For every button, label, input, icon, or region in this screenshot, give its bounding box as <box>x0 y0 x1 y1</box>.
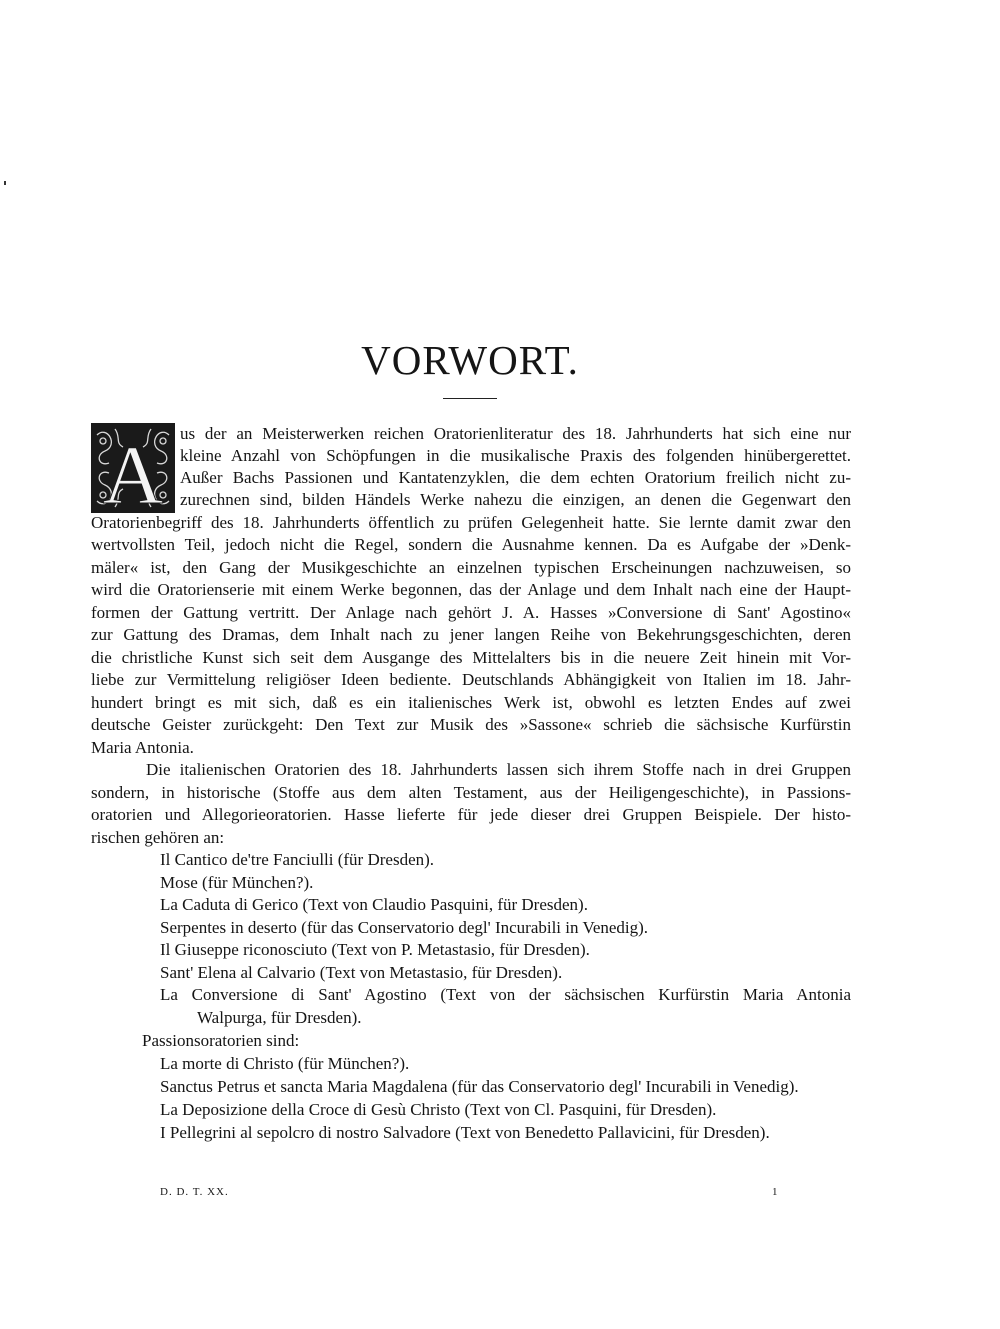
text-line: die christliche Kunst sich seit dem Ausgange des Mittelalters bis in die neuere Zeit hinein mit Vor- <box>91 648 851 667</box>
ornamental-initial-a <box>91 423 175 513</box>
list-item: Sanctus Petrus et sancta Maria Magdalena (für das Conservatorio degl' Incurabili in Venedig). <box>160 1077 799 1096</box>
text-line: Oratorienbegriff des 18. Jahrhunderts öffentlich zu prüfen Gelegenheit hatte. Sie lernte damit zwar den <box>91 513 851 532</box>
list-item: Il Giuseppe riconosciuto (Text von P. Metastasio, für Dresden). <box>160 940 590 959</box>
text-line: Maria Antonia. <box>91 738 194 757</box>
text-line: deutsche Geister zurückgeht: Den Text zur Musik des »Sassone« schrieb die sächsische Kurfürstin <box>91 715 851 734</box>
page-number: 1 <box>772 1186 778 1198</box>
drop-cap-letter: A <box>102 429 164 513</box>
text-line: mäler« ist, den Gang der Musikgeschichte an einzelnen typischen Erscheinungen nachzuweisen, so <box>91 558 851 577</box>
text-line: sondern, in historische (Stoffe aus dem alten Testament, aus der Heiligengeschichte), in Passions- <box>91 783 851 802</box>
text-line: rischen gehören an: <box>91 828 225 847</box>
list-item: La Conversione di Sant' Agostino (Text von der sächsischen Kurfürstin Maria Antonia <box>160 985 851 1004</box>
text-line: hundert bringt es mit sich, daß es ein italienisches Werk ist, obwohl es letzten Endes auf zwei <box>91 693 851 712</box>
text-line: oratorien und Allegorieoratorien. Hasse lieferte für jede dieser drei Gruppen Beispiele. Der histo- <box>91 805 851 824</box>
text-line: liebe zur Vermittelung religiöser Ideen bediente. Deutschlands Abhängigkeit von Italien im 18. Jahr- <box>91 670 851 689</box>
list-item: Mose (für München?). <box>160 873 314 892</box>
text-line: wird die Oratorienserie mit einem Werke begonnen, das der Anlage und dem Inhalt nach eine der Haupt- <box>91 580 851 599</box>
text-line: us der an Meisterwerken reichen Oratorienliteratur des 18. Jahrhunderts hat sich eine nur <box>180 424 851 443</box>
list-item: La Caduta di Gerico (Text von Claudio Pasquini, für Dresden). <box>160 895 588 914</box>
list-item: La morte di Christo (für München?). <box>160 1054 410 1073</box>
text-line: formen der Gattung vertritt. Der Anlage nach gehört J. A. Hasses »Conversione di Sant' Agostino« <box>91 603 851 622</box>
ornament-drawing <box>91 423 175 513</box>
signature-mark: D. D. T. XX. <box>160 1186 229 1198</box>
text-line: wertvollsten Teil, jedoch nicht die Regel, sondern die Ausnahme kennen. Da es Aufgabe der »Denk- <box>91 535 851 554</box>
text-line: zurechnen sind, bilden Händels Werke nahezu die einzigen, an denen die Gegenwart den <box>180 490 851 509</box>
text-line: Außer Bachs Passionen und Kantatenzyklen, die dem echten Oratorium freilich nicht zu- <box>180 468 851 487</box>
list-item-continuation: Walpurga, für Dresden). <box>197 1008 362 1027</box>
text-line: Die italienischen Oratorien des 18. Jahrhunderts lassen sich ihrem Stoffe nach in drei Gruppen <box>146 760 851 779</box>
text-line: zur Gattung des Dramas, dem Inhalt nach zu jener langen Reihe von Bekehrungsgeschichten, deren <box>91 625 851 644</box>
text-line: kleine Anzahl von Schöpfungen in die musikalische Praxis des folgenden hinübergerettet. <box>180 446 851 465</box>
list-item: La Deposizione della Croce di Gesù Christo (Text von Cl. Pasquini, für Dresden). <box>160 1100 717 1119</box>
text-line: Passionsoratorien sind: <box>142 1031 300 1050</box>
title-rule <box>443 398 497 399</box>
page-title: VORWORT. <box>361 337 579 383</box>
list-item: Il Cantico de'tre Fanciulli (für Dresden). <box>160 850 435 869</box>
scan-speck <box>4 181 6 185</box>
list-item: Serpentes in deserto (für das Conservatorio degl' Incurabili in Venedig). <box>160 918 649 937</box>
list-item: I Pellegrini al sepolcro di nostro Salvadore (Text von Benedetto Pallavicini, für Dresden). <box>160 1123 770 1142</box>
list-item: Sant' Elena al Calvario (Text von Metastasio, für Dresden). <box>160 963 563 982</box>
